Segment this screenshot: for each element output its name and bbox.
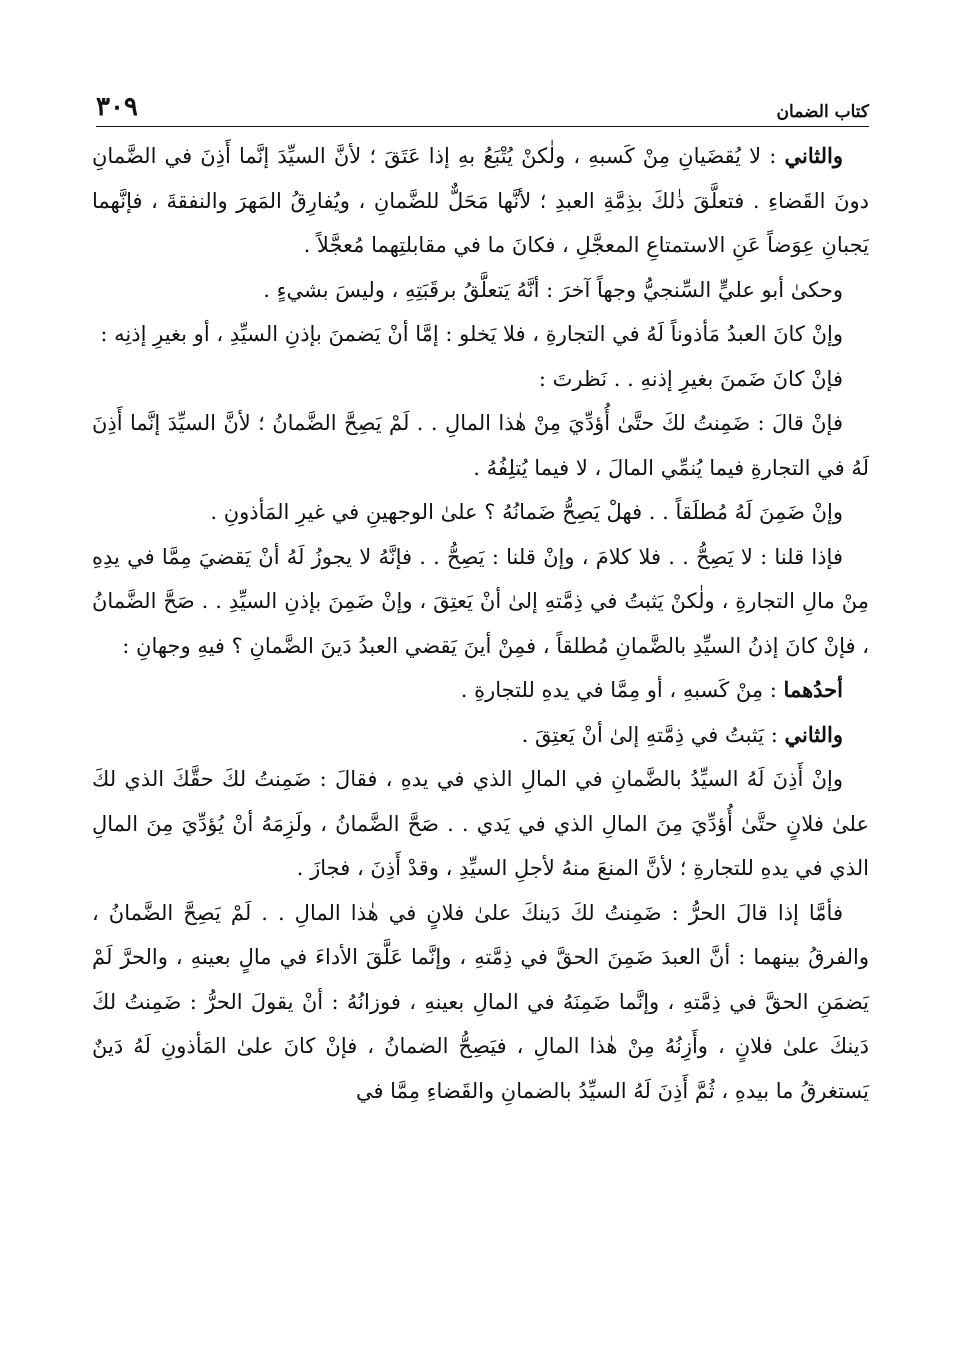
paragraph-text: : مِنْ كَسبهِ ، أو مِمَّا في يدهِ للتجارةِ .: [460, 678, 784, 702]
paragraph: [92, 357, 869, 402]
paragraph-text: فإنْ قالَ : ضَمِنتُ لكَ حتَّىٰ أُؤدِّيَ مِنْ هٰذا المالِ . . لَمْ يَصِحَّ الضَّمانُ ؛ لأنَّ السيِّدَ إنَّما أَذِنَ لَهُ في التجارةِ فيما يُنمِّي المالَ ، لا فيما يُتلِفُهُ .: [92, 411, 869, 480]
paragraph: [92, 268, 869, 313]
paragraph: [92, 757, 869, 891]
paragraph-text: فإذا قلنا : لا يَصِحُّ . . فلا كلامَ ، وإنْ قلنا : يَصِحُّ . . فإنَّهُ لا يجوزُ لَهُ أنْ يَقضيَ مِمَّا في يدِهِ مِنْ مالِ التجارةِ ، ولٰكنْ يَثبتُ في ذِمَّتهِ إلىٰ أنْ يَعتِقَ ، وإنْ ضَمِنَ بإذنِ السيِّدِ . . صَحَّ الضَّمانُ ، فإنْ كانَ إذنُ السيِّدِ بالضَّمانِ مُطلقاً ، فمِنْ أينَ يَقضي العبدُ دَينَ الضَّمانِ ؟ فيهِ وجهانِ :: [92, 544, 869, 658]
paragraph-lead: أحدُهما: [783, 677, 843, 702]
paragraph-text: : لا يُقضَيانِ مِنْ كَسبهِ ، ولٰكنْ يُتْبَعُ بهِ إذا عَتَقَ ؛ لأنَّ السيِّدَ إنَّما أَذِنَ في الضَّمانِ دونَ القَضاءِ . فتعلَّقَ ذٰلكَ بذِمَّةِ العبدِ ؛ لأنَّها مَحَلٌّ للضَّمانِ ، ويُفارِقُ المَهرَ والنفقةَ ، فإنَّهما يَجبانِ عِوَضاً عَنِ الاستمتاعِ المعجَّلِ ، فكانَ ما في مقابلتِهما مُعجَّلاً .: [92, 144, 869, 257]
paragraph: [92, 668, 869, 713]
page-number: ٣٠٩: [96, 92, 138, 122]
paragraph-lead: والثاني: [784, 721, 843, 747]
paragraph-text: فأمَّا إذا قالَ الحرُّ : ضَمِنتُ لكَ دَينكَ علىٰ فلانٍ في هٰذا المالِ . . لَمْ يَصِحَّ الضَّمانُ ، والفرقُ بينهما : أنَّ العبدَ ضَمِنَ الحقَّ في ذِمَّتهِ ، وإنَّما عَلَّقَ الأداءَ في مالٍ بعينهِ ، والحرَّ لَمْ يَضمَنِ الحقَّ في ذِمَّتهِ ، وإنَّما ضَمِنَهُ في المالِ بعينهِ ، فوزانُهُ : أنْ يقولَ الحرُّ : ضَمِنتُ لكَ دَينكَ علىٰ فلانٍ ، وأَزِنُهُ مِنْ هٰذا المالِ ، فيَصِحُّ الضمانُ ، فإنْ كانَ علىٰ المَأذونِ لَهُ دَينٌ يَستغرقُ ما بيدهِ ، ثُمَّ أَذِنَ لَهُ السيِّدُ بالضمانِ والقَضاءِ مِمَّا في: [92, 900, 869, 1103]
paragraph: [92, 134, 869, 268]
paragraph-lead: والثاني: [784, 143, 843, 168]
paragraph: [92, 713, 869, 758]
paragraph: [92, 401, 869, 490]
running-title: كتاب الضمان: [776, 102, 869, 122]
paragraph: [92, 535, 869, 669]
page-header: [96, 78, 869, 127]
page-body: [92, 134, 869, 1113]
paragraph-text: فإنْ كانَ ضَمنَ بغيرِ إذنهِ . . نَظرتَ :: [538, 366, 843, 391]
paragraph: [92, 312, 869, 357]
paragraph-text: وإنْ كانَ العبدُ مَأذوناً لَهُ في التجارةِ ، فلا يَخلو : إمَّا أنْ يَضمنَ بإذنِ السيِّدِ ، أو بغيرِ إذنِه :: [100, 322, 843, 346]
paragraph: [92, 891, 869, 1114]
paragraph-text: وإنْ أَذِنَ لَهُ السيِّدُ بالضَّمانِ في المالِ الذي في يدهِ ، فقالَ : ضَمِنتُ لكَ حقَّكَ الذي لكَ علىٰ فلانٍ حتَّىٰ أُؤدِّيَ مِنَ المالِ الذي في يَدي . . صَحَّ الضَّمانُ ، ولَزِمَهُ أنْ يُؤدِّيَ مِنَ المالِ الذي في يدهِ للتجارةِ ؛ لأنَّ المنعَ منهُ لأجلِ السيِّدِ ، وقدْ أَذِنَ ، فجازَ .: [92, 767, 869, 880]
paragraph-text: وإنْ ضَمِنَ لَهُ مُطلَقاً . . فهلْ يَصِحُّ ضَمانُهُ ؟ علىٰ الوجهينِ في غيرِ المَأذونِ .: [210, 500, 843, 524]
paragraph-text: : يَثبتُ في ذِمَّتهِ إلىٰ أنْ يَعتِقَ .: [521, 722, 785, 747]
paragraph-text: وحكىٰ أبو عليٍّ السِّنجيُّ وجهاً آخرَ : أنَّهُ يَتعلَّقُ برقَبَتِهِ ، وليسَ بشيءٍ .: [263, 277, 843, 302]
paragraph: [92, 490, 869, 535]
